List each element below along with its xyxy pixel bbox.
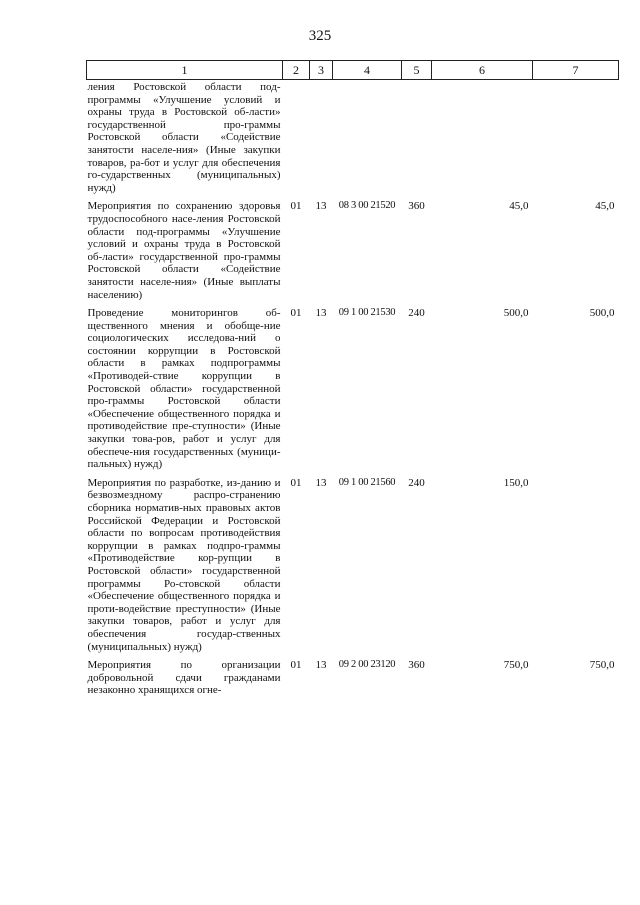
table-row — [87, 200, 619, 307]
row-description: Мероприятия по организации добровольной сдачи гражданами незаконно хранящихся огне- — [87, 659, 281, 697]
row-subsection-code: 13 — [315, 307, 327, 320]
row-amount-2: 750,0 — [589, 659, 615, 672]
page-number: 325 — [308, 28, 332, 44]
row-amount-2 — [533, 477, 619, 659]
header-col-3: 3 — [310, 61, 333, 80]
row-amount-1: 150,0 — [503, 476, 529, 489]
row-expense-type-code: 240 — [408, 307, 425, 320]
row-subsection-code: 13 — [315, 476, 327, 489]
table-header-row — [87, 61, 619, 80]
header-col-6: 6 — [432, 61, 533, 80]
header-col-7: 7 — [533, 61, 619, 80]
row-section-code: 01 — [290, 200, 302, 213]
header-col-5: 5 — [402, 61, 432, 80]
table-row — [87, 307, 619, 477]
table-row-continuation — [87, 80, 619, 201]
row-description: Проведение мониторингов об-щественного мнения и обобще-ние социологических исследова-ний о состоянии коррупции в Ростовской области в рамках подпрограммы «Противодей-ствие коррупции в Ростовской области» государственной про-граммы Ростовской области «Обеспечение общественного порядка и противодействие пре-ступности» (Иные закупки това-ров, работ и услуг для обеспече-ния государственных (муници-пальных) нужд) — [87, 307, 281, 471]
row-subsection-code: 13 — [315, 659, 327, 672]
table-row — [87, 659, 619, 703]
header-col-4: 4 — [333, 61, 402, 80]
header-col-2: 2 — [283, 61, 310, 80]
row-target-article-code: 08 3 00 21520 — [338, 200, 396, 212]
table-row — [87, 477, 619, 659]
row-target-article-code: 09 1 00 21530 — [338, 307, 396, 319]
row-expense-type-code: 360 — [408, 200, 425, 213]
header-col-1: 1 — [87, 61, 283, 80]
budget-table — [86, 60, 619, 703]
row-section-code: 01 — [290, 476, 302, 489]
row-target-article-code: 09 2 00 23120 — [338, 659, 396, 671]
row-amount-1: 500,0 — [503, 307, 529, 320]
row-description: Мероприятия по разработке, из-данию и безвозмездному распро-странению сборника норматив-ных правовых актов Российской Федерации и Ростовской области по вопросам противодействия коррупции в рамках подпро-граммы «Противодействие кор-рупции в Ростовской области» государственной программы Ро-стовской области «Обеспечение общественного порядка и проти-водействие преступности» (Иные закупки товаров, работ и услуг для обеспечения государ-ственных (муниципальных) нужд) — [87, 476, 281, 653]
row-subsection-code: 13 — [315, 200, 327, 213]
row-description: Мероприятия по сохранению здоровья трудоспособного насе-ления Ростовской области под-программы «Улучшение условий и охраны труда в Ростовской об-ласти» государственной про-граммы Ростовской области «Содействие занятости населе-ния» (Иные выплаты населению) — [87, 200, 281, 301]
row-description: ления Ростовской области под-программы «Улучшение условий и охраны труда в Ростовской об-ласти» государственной про-граммы Ростовской области «Содействие занятости населе-ния» (Иные закупки товаров, ра-бот и услуг для обеспечения го-сударственных (муниципальных) нужд) — [87, 81, 281, 194]
row-amount-1: 45,0 — [509, 200, 529, 213]
row-section-code: 01 — [290, 307, 302, 320]
row-target-article-code: 09 1 00 21560 — [338, 476, 396, 488]
row-amount-2: 500,0 — [589, 307, 615, 320]
row-expense-type-code: 240 — [408, 476, 425, 489]
row-expense-type-code: 360 — [408, 659, 425, 672]
row-amount-2: 45,0 — [595, 200, 615, 213]
row-amount-1: 750,0 — [503, 659, 529, 672]
row-section-code: 01 — [290, 659, 302, 672]
